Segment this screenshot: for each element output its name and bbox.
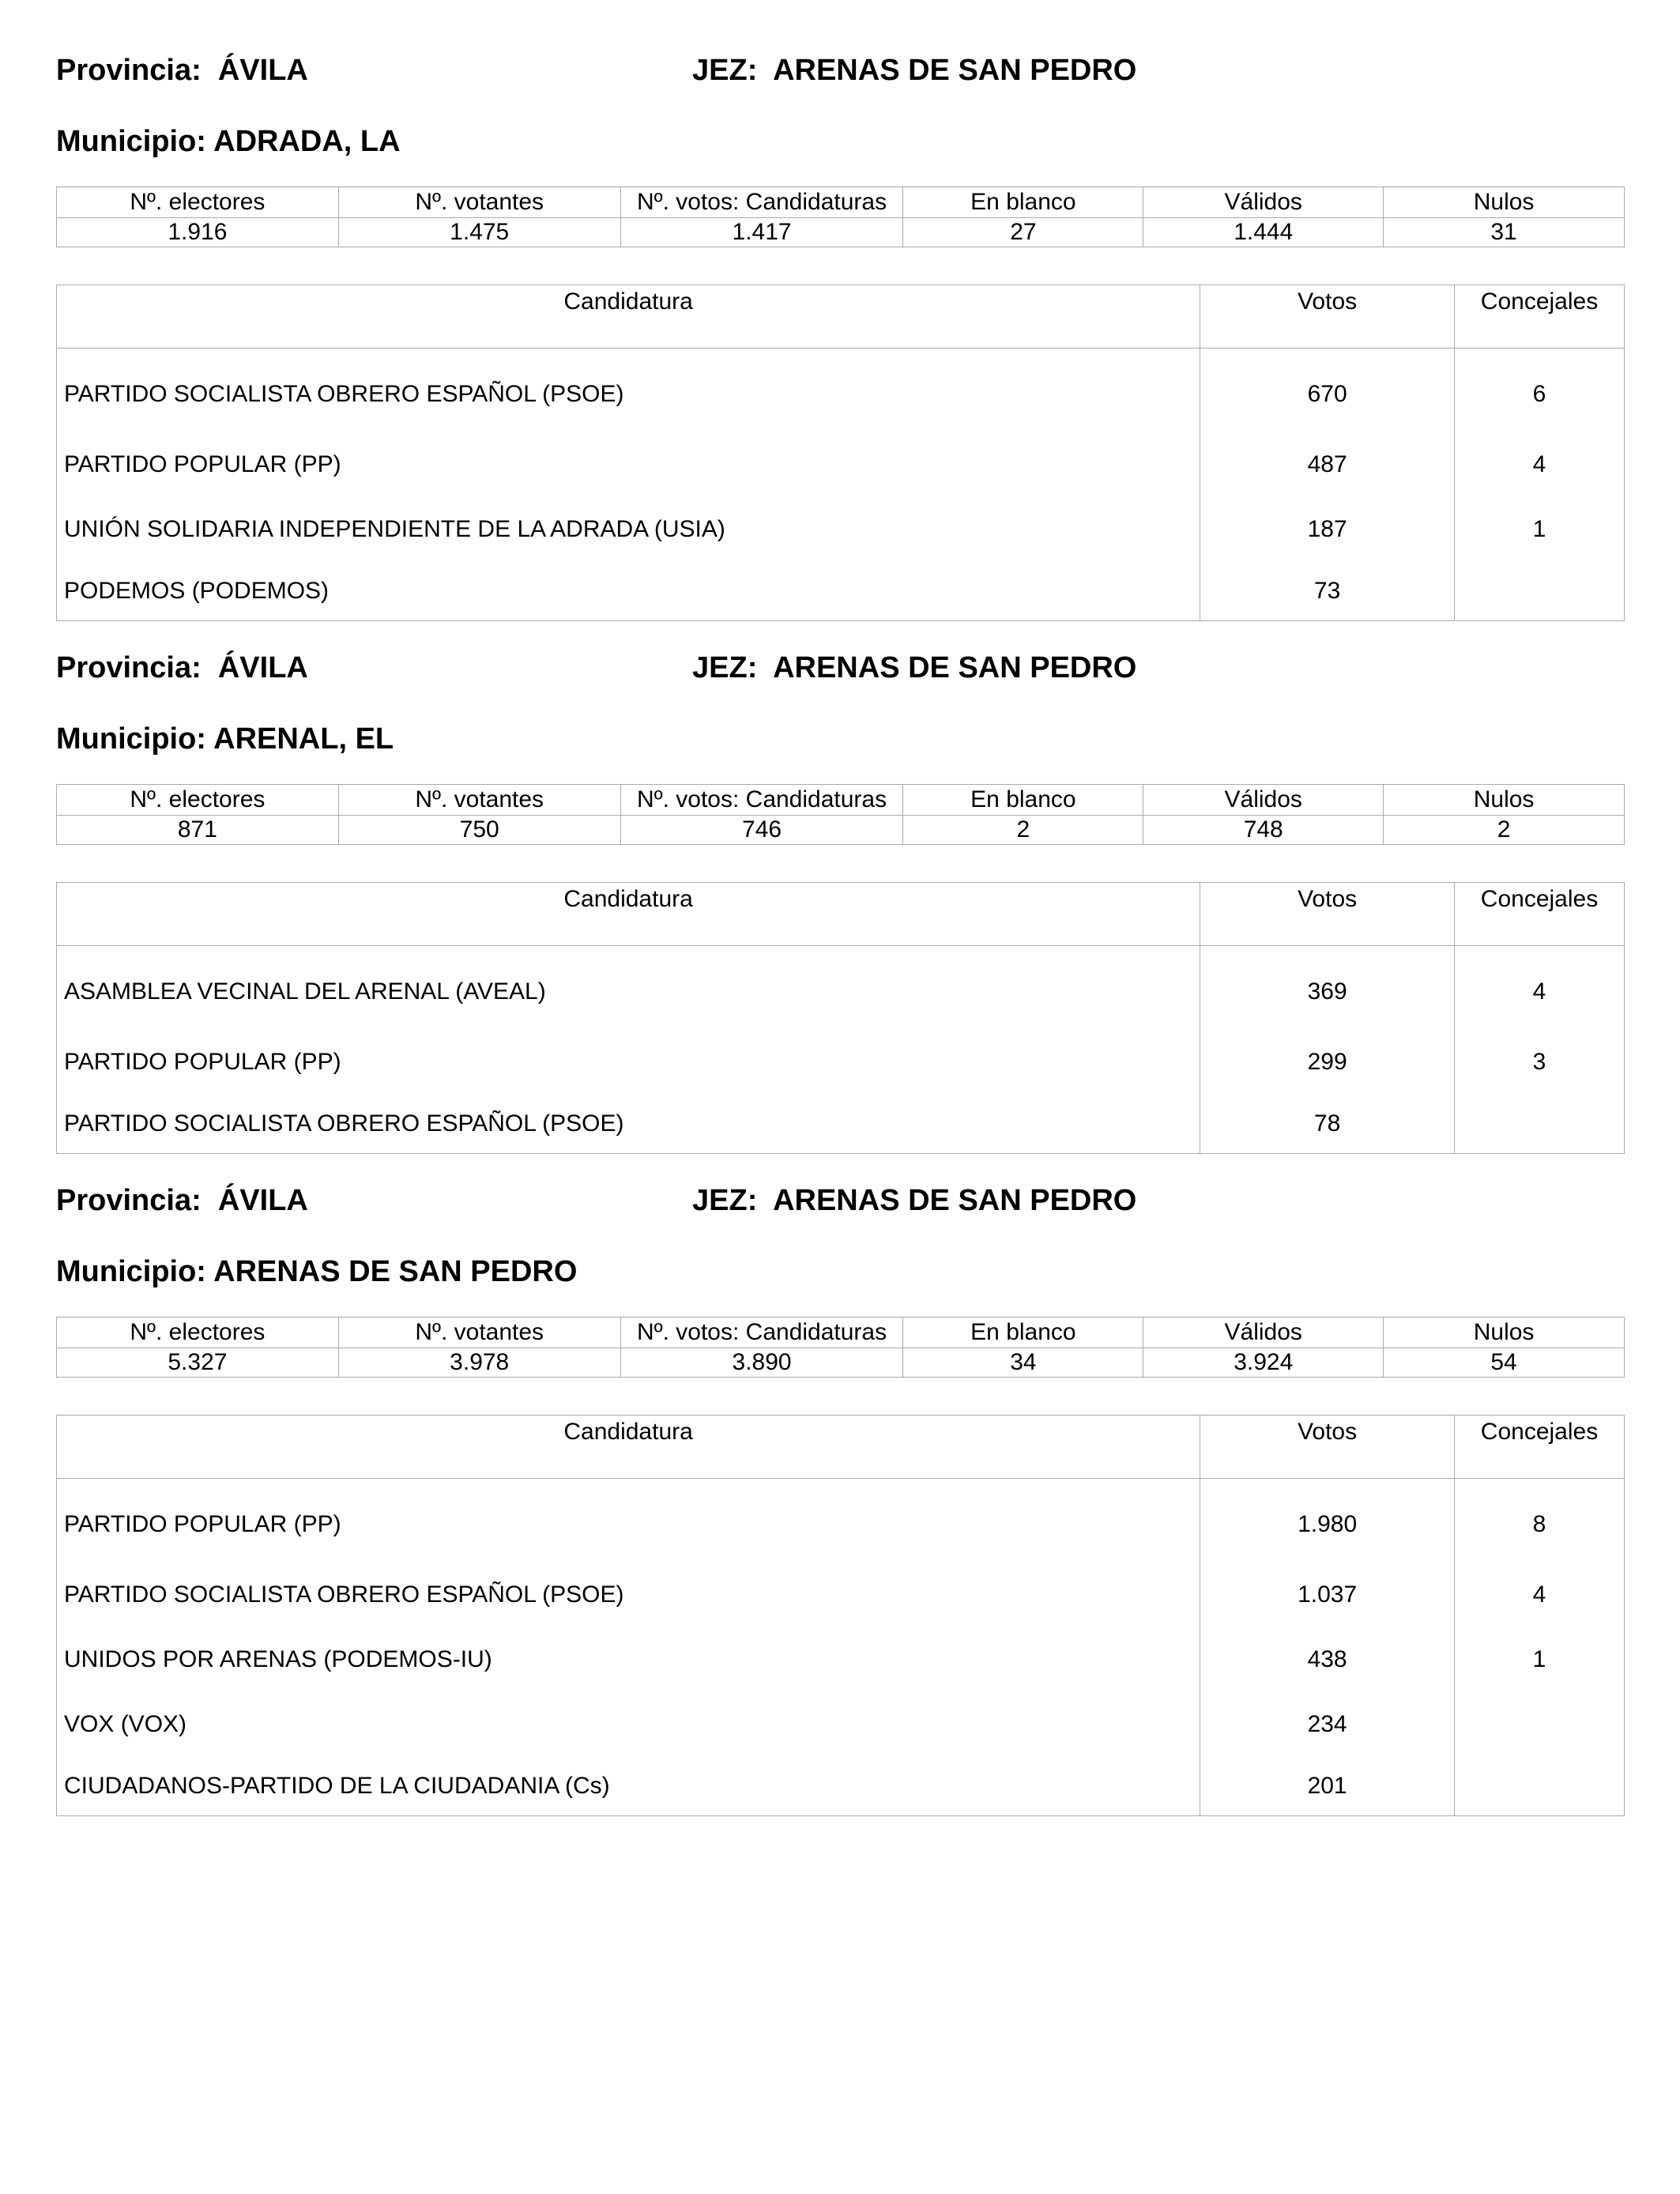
municipio-value: ADRADA, LA (213, 125, 401, 158)
summary-value-cell: 2 (1384, 816, 1625, 845)
summary-header-cell: Nº. votantes (338, 187, 620, 218)
summary-value-cell: 34 (903, 1348, 1143, 1378)
provincia-heading (56, 55, 308, 85)
candidatura-cell: PODEMOS (PODEMOS) (57, 562, 1200, 621)
result-row (57, 946, 1625, 1031)
summary-value-cell: 5.327 (57, 1348, 339, 1378)
concejales-cell: 4 (1455, 946, 1625, 1031)
concejales-cell (1455, 1095, 1625, 1154)
result-row (57, 497, 1625, 562)
candidatura-header: Candidatura (57, 1416, 1200, 1479)
concejales-cell: 4 (1455, 432, 1625, 497)
summary-value-cell: 3.890 (620, 1348, 903, 1378)
summary-header-cell: Nº. votantes (338, 785, 620, 816)
summary-value-row (57, 1348, 1625, 1378)
result-row (57, 1030, 1625, 1095)
municipio-value: ARENAS DE SAN PEDRO (213, 1255, 578, 1288)
municipio-heading (56, 126, 401, 156)
jez-label: JEZ: (692, 54, 758, 87)
provincia-value: ÁVILA (217, 1184, 308, 1217)
candidatura-cell: ASAMBLEA VECINAL DEL ARENAL (AVEAL) (57, 946, 1200, 1031)
votos-header: Votos (1200, 285, 1455, 349)
summary-table (56, 784, 1625, 845)
summary-header-cell: Nº. electores (57, 785, 339, 816)
summary-value-cell: 3.924 (1143, 1348, 1384, 1378)
summary-value-cell: 748 (1143, 816, 1384, 845)
result-row (57, 562, 1625, 621)
municipio-value: ARENAL, EL (213, 722, 394, 756)
candidatura-cell: UNIDOS POR ARENAS (PODEMOS-IU) (57, 1627, 1200, 1692)
summary-value-cell: 1.417 (620, 218, 903, 247)
votos-cell: 78 (1200, 1095, 1455, 1154)
summary-header-cell: Nulos (1384, 187, 1625, 218)
summary-value-row (57, 816, 1625, 845)
votos-cell: 487 (1200, 432, 1455, 497)
results-table (56, 1415, 1625, 1816)
jez-value: ARENAS DE SAN PEDRO (773, 1184, 1137, 1217)
municipio-heading (56, 724, 394, 754)
concejales-cell: 1 (1455, 497, 1625, 562)
result-row (57, 1692, 1625, 1757)
result-row (57, 1627, 1625, 1692)
results-header-row (57, 883, 1625, 946)
provincia-heading (56, 653, 308, 683)
summary-header-row (57, 1318, 1625, 1348)
concejales-cell (1455, 562, 1625, 621)
provincia-heading (56, 1186, 308, 1216)
votos-cell: 201 (1200, 1757, 1455, 1816)
summary-value-cell: 750 (338, 816, 620, 845)
result-row (57, 1563, 1625, 1627)
concejales-cell: 4 (1455, 1563, 1625, 1627)
concejales-cell: 8 (1455, 1479, 1625, 1563)
candidatura-cell: VOX (VOX) (57, 1692, 1200, 1757)
concejales-cell (1455, 1692, 1625, 1757)
concejales-header: Concejales (1455, 883, 1625, 946)
votos-cell: 670 (1200, 349, 1455, 433)
provincia-label: Provincia: (56, 54, 202, 87)
concejales-cell: 3 (1455, 1030, 1625, 1095)
votos-cell: 73 (1200, 562, 1455, 621)
candidatura-cell: PARTIDO POPULAR (PP) (57, 1030, 1200, 1095)
concejales-header: Concejales (1455, 285, 1625, 349)
summary-value-cell: 2 (903, 816, 1143, 845)
summary-header-cell: Nulos (1384, 1318, 1625, 1348)
result-row (57, 1095, 1625, 1154)
concejales-cell (1455, 1757, 1625, 1816)
provincia-value: ÁVILA (217, 651, 308, 684)
jez-label: JEZ: (692, 651, 758, 684)
votos-cell: 438 (1200, 1627, 1455, 1692)
results-table (56, 882, 1625, 1154)
votos-header: Votos (1200, 1416, 1455, 1479)
summary-header-cell: Nº. electores (57, 187, 339, 218)
summary-header-cell: En blanco (903, 1318, 1143, 1348)
summary-header-row (57, 187, 1625, 218)
municipio-heading (56, 1257, 577, 1287)
votos-cell: 234 (1200, 1692, 1455, 1757)
summary-value-cell: 1.475 (338, 218, 620, 247)
summary-header-cell: Nº. votos: Candidaturas (620, 1318, 903, 1348)
summary-value-row (57, 218, 1625, 247)
candidatura-cell: PARTIDO POPULAR (PP) (57, 1479, 1200, 1563)
result-row (57, 349, 1625, 433)
concejales-header: Concejales (1455, 1416, 1625, 1479)
results-header-row (57, 1416, 1625, 1479)
summary-header-cell: En blanco (903, 187, 1143, 218)
summary-header-cell: Válidos (1143, 187, 1384, 218)
summary-value-cell: 3.978 (338, 1348, 620, 1378)
jez-value: ARENAS DE SAN PEDRO (773, 651, 1137, 684)
summary-table (56, 187, 1625, 247)
concejales-cell: 6 (1455, 349, 1625, 433)
provincia-label: Provincia: (56, 1184, 202, 1217)
summary-header-cell: Nº. votantes (338, 1318, 620, 1348)
summary-table (56, 1317, 1625, 1378)
results-header-row (57, 285, 1625, 349)
summary-header-cell: Nulos (1384, 785, 1625, 816)
candidatura-cell: UNIÓN SOLIDARIA INDEPENDIENTE DE LA ADRADA (USIA) (57, 497, 1200, 562)
votos-cell: 369 (1200, 946, 1455, 1031)
summary-header-cell: Nº. votos: Candidaturas (620, 187, 903, 218)
result-row (57, 1479, 1625, 1563)
summary-header-cell: Válidos (1143, 1318, 1384, 1348)
jez-heading (692, 653, 1136, 683)
provincia-label: Provincia: (56, 651, 202, 684)
summary-value-cell: 746 (620, 816, 903, 845)
summary-header-cell: En blanco (903, 785, 1143, 816)
municipio-label: Municipio: (56, 722, 206, 756)
summary-header-cell: Nº. electores (57, 1318, 339, 1348)
concejales-cell: 1 (1455, 1627, 1625, 1692)
summary-value-cell: 871 (57, 816, 339, 845)
votos-cell: 299 (1200, 1030, 1455, 1095)
votos-cell: 1.980 (1200, 1479, 1455, 1563)
candidatura-cell: PARTIDO SOCIALISTA OBRERO ESPAÑOL (PSOE) (57, 349, 1200, 433)
summary-value-cell: 1.916 (57, 218, 339, 247)
summary-header-cell: Válidos (1143, 785, 1384, 816)
jez-value: ARENAS DE SAN PEDRO (773, 54, 1137, 87)
candidatura-cell: PARTIDO SOCIALISTA OBRERO ESPAÑOL (PSOE) (57, 1563, 1200, 1627)
results-table (56, 285, 1625, 621)
jez-label: JEZ: (692, 1184, 758, 1217)
votos-header: Votos (1200, 883, 1455, 946)
summary-value-cell: 1.444 (1143, 218, 1384, 247)
provincia-value: ÁVILA (217, 54, 308, 87)
votos-cell: 187 (1200, 497, 1455, 562)
candidatura-cell: CIUDADANOS-PARTIDO DE LA CIUDADANIA (Cs) (57, 1757, 1200, 1816)
candidatura-header: Candidatura (57, 285, 1200, 349)
summary-value-cell: 54 (1384, 1348, 1625, 1378)
summary-header-cell: Nº. votos: Candidaturas (620, 785, 903, 816)
candidatura-cell: PARTIDO SOCIALISTA OBRERO ESPAÑOL (PSOE) (57, 1095, 1200, 1154)
candidatura-cell: PARTIDO POPULAR (PP) (57, 432, 1200, 497)
jez-heading (692, 55, 1136, 85)
candidatura-header: Candidatura (57, 883, 1200, 946)
summary-value-cell: 27 (903, 218, 1143, 247)
result-row (57, 432, 1625, 497)
result-row (57, 1757, 1625, 1816)
votos-cell: 1.037 (1200, 1563, 1455, 1627)
summary-value-cell: 31 (1384, 218, 1625, 247)
municipio-label: Municipio: (56, 125, 206, 158)
jez-heading (692, 1186, 1136, 1216)
summary-header-row (57, 785, 1625, 816)
municipio-label: Municipio: (56, 1255, 206, 1288)
